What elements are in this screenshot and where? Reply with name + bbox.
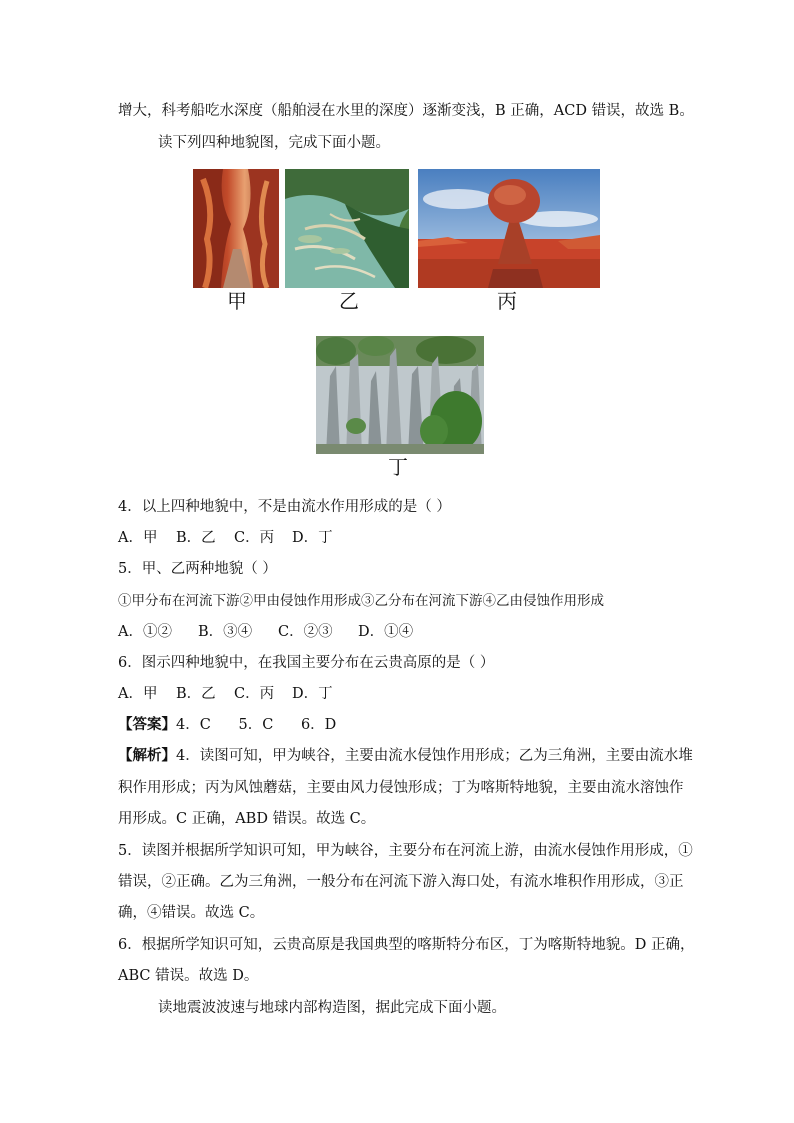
q5-option-a[interactable]: A．①②: [118, 624, 172, 640]
q6-options: [118, 684, 333, 704]
analysis-line-3: 用形成。C 正确，ABD 错误。故选 C。: [118, 811, 376, 827]
next-prompt: 读地震波波速与地球内部构造图，据此完成下面小题。: [158, 1000, 506, 1016]
q4-option-a[interactable]: A．甲: [118, 530, 158, 546]
delta-image: [285, 169, 409, 288]
stone-forest-image: [316, 336, 484, 454]
read-prompt: 读下列四种地貌图，完成下面小题。: [158, 135, 390, 151]
q6-option-d[interactable]: D．丁: [292, 686, 333, 702]
q5-option-d[interactable]: D．①④: [358, 624, 414, 640]
caption-ding: 丁: [388, 455, 408, 479]
answer-text: 4．C 5．C 6．D: [176, 717, 337, 733]
q6-option-b[interactable]: B．乙: [176, 686, 216, 702]
q5-options: [118, 622, 413, 642]
analysis-label: 【解析】: [118, 747, 176, 764]
intro-line: 增大，科考船吃水深度（船舶浸在水里的深度）逐渐变浅，B 正确，ACD 错误，故选 B。: [118, 103, 694, 119]
analysis-line-8: ABC 错误。故选 D。: [118, 968, 259, 984]
q5-stem: 5．甲、乙两种地貌（ ）: [118, 561, 277, 577]
q5-option-b[interactable]: B．③④: [198, 624, 253, 640]
q5-statements: ①甲分布在河流下游②甲由侵蚀作用形成③乙分布在河流下游④乙由侵蚀作用形成: [118, 593, 604, 609]
caption-yi: 乙: [339, 289, 359, 313]
analysis-line-2: 积作用形成；丙为风蚀蘑菇，主要由风力侵蚀形成；丁为喀斯特地貌，主要由流水溶蚀作: [118, 780, 684, 796]
analysis-line-5: 错误，②正确。乙为三角洲，一般分布在河流下游入海口处，有流水堆积作用形成，③正: [118, 874, 684, 890]
analysis-line-7: 6．根据所学知识可知，云贵高原是我国典型的喀斯特分布区，丁为喀斯特地貌。D 正确，: [118, 937, 695, 953]
q4-option-c[interactable]: C．丙: [234, 530, 275, 546]
q4-stem: 4．以上四种地貌中，不是由流水作用形成的是（ ）: [118, 499, 451, 515]
caption-bing: 丙: [497, 289, 517, 313]
analysis-line-1: [118, 746, 693, 766]
analysis-line-6: 确，④错误。故选 C。: [118, 905, 265, 921]
canyon-image: [193, 169, 279, 288]
mushroom-rock-image: [418, 169, 600, 288]
q4-option-d[interactable]: D．丁: [292, 530, 333, 546]
answer-line: [118, 715, 336, 735]
q5-option-c[interactable]: C．②③: [278, 624, 333, 640]
answer-label: 【答案】: [118, 716, 176, 733]
q6-option-c[interactable]: C．丙: [234, 686, 275, 702]
analysis-text-1: 4．读图可知，甲为峡谷，主要由流水侵蚀作用形成；乙为三角洲，主要由流水堆: [176, 748, 693, 764]
q4-options: [118, 528, 333, 548]
caption-jia: 甲: [227, 289, 247, 313]
q4-option-b[interactable]: B．乙: [176, 530, 216, 546]
q6-stem: 6．图示四种地貌中，在我国主要分布在云贵高原的是（ ）: [118, 655, 495, 671]
analysis-line-4: 5．读图并根据所学知识可知，甲为峡谷，主要分布在河流上游，由流水侵蚀作用形成，①: [118, 843, 693, 859]
q6-option-a[interactable]: A．甲: [118, 686, 158, 702]
